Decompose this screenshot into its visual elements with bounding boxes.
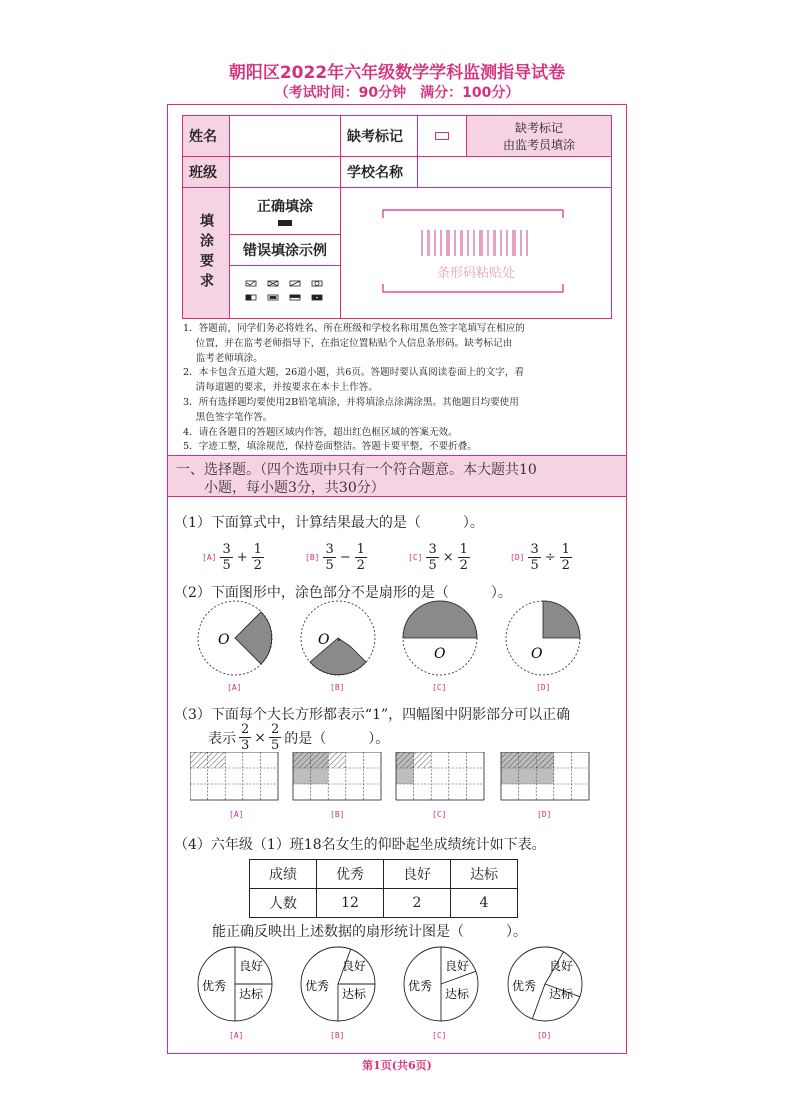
filled-bubble-icon bbox=[278, 220, 292, 226]
instruction-line: 黑色签字笔作答。 bbox=[183, 411, 273, 423]
name-label: 姓名 bbox=[182, 115, 230, 157]
q4-option-c-label[interactable]: [C] bbox=[432, 1031, 447, 1040]
page-footer: 第1页(共6页) bbox=[362, 1059, 432, 1072]
school-label: 学校名称 bbox=[340, 156, 418, 188]
q1-option-c[interactable]: [C] $\frac{3}{5}$ × $\frac{1}{2}$ bbox=[408, 542, 468, 573]
table-header-cell: 达标 bbox=[451, 860, 518, 889]
q4-pie-charts bbox=[190, 946, 590, 1026]
absent-bubble-cell[interactable] bbox=[417, 115, 467, 157]
q4-text: （4）六年级（1）班18名女生的仰卧起坐成绩统计如下表。 bbox=[174, 837, 546, 853]
q2-a-center-label: O bbox=[218, 632, 230, 648]
barcode-label: 条形码粘贴处 bbox=[436, 266, 515, 281]
absent-note-line-2: 由监考员填涂 bbox=[502, 138, 575, 152]
q1-option-b[interactable]: [B] $\frac{3}{5}$ − $\frac{1}{2}$ bbox=[305, 542, 365, 573]
table-row bbox=[250, 860, 518, 889]
table-cell: 12 bbox=[317, 889, 384, 918]
q4-score-table bbox=[249, 859, 518, 918]
absent-bubble[interactable] bbox=[435, 132, 449, 140]
q4-option-b-label[interactable]: [B] bbox=[330, 1031, 345, 1040]
q2-option-a-label[interactable]: [A] bbox=[227, 683, 242, 692]
correct-fill-example bbox=[229, 187, 341, 235]
table-cell: 2 bbox=[384, 889, 451, 918]
wrong-fill-label: 错误填涂示例 bbox=[243, 243, 327, 259]
q2-text: （2）下面图形中，涂色部分不是扇形的是（ ）。 bbox=[174, 585, 512, 601]
section-1-header bbox=[168, 455, 626, 497]
wrong-fill-examples bbox=[229, 265, 341, 319]
q2-b-center-label: O bbox=[318, 632, 330, 648]
table-header-cell: 优秀 bbox=[317, 860, 384, 889]
q4-pie-label: 优秀 bbox=[408, 979, 433, 993]
instruction-line: 1．答题前，同学们务必将姓名、所在班级和学校名称用黑色签字笔填写在相应的 bbox=[183, 323, 525, 334]
q2-option-c-label[interactable]: [C] bbox=[432, 683, 447, 692]
table-header-cell: 良好 bbox=[384, 860, 451, 889]
wrong-fill-icons bbox=[240, 279, 330, 305]
q3-option-d-label[interactable]: [D] bbox=[537, 810, 552, 819]
page-title: 朝阳区2022年六年级数学学科监测指导试卷 bbox=[228, 63, 566, 83]
q2-c-semicircle bbox=[403, 601, 477, 638]
q3-option-b-label[interactable]: [B] bbox=[330, 810, 345, 819]
q3-hatch-shade bbox=[293, 752, 346, 768]
q4-pie-label: 优秀 bbox=[202, 979, 227, 993]
instruction-line: 清每道题的要求，并按要求在本卡上作答。 bbox=[183, 382, 378, 394]
fill-req-label: 填涂要求 bbox=[198, 213, 214, 293]
q2-option-d-label[interactable]: [D] bbox=[536, 683, 551, 692]
q4-pie-label: 良好 bbox=[445, 959, 470, 973]
table-header-cell: 成绩 bbox=[250, 860, 317, 889]
q3-text-line-2: 表示 $\frac{2}{3}$ × $\frac{2}{5}$ 的是（ ）。 bbox=[208, 722, 390, 753]
q4-pie-label: 达标 bbox=[239, 987, 264, 1001]
q2-figures bbox=[190, 600, 590, 680]
instructions bbox=[183, 322, 613, 455]
page-subtitle: （考试时间：90分钟 满分：100分） bbox=[274, 85, 520, 101]
q4-pie-label: 达标 bbox=[445, 987, 470, 1001]
q1-option-d[interactable]: [D] $\frac{3}{5}$ ÷ $\frac{1}{2}$ bbox=[510, 542, 570, 573]
q4-pie-label: 良好 bbox=[549, 959, 574, 973]
section-1-title-line-1: 一、选择题。（四个选项中只有一个符合题意。本大题共10 bbox=[176, 462, 537, 478]
instruction-line: 4．请在各题目的答题区域内作答，超出红色框区域的答案无效。 bbox=[183, 426, 458, 438]
section-1-title-line-2: 小题，每小题3分，共30分） bbox=[176, 480, 385, 496]
table-cell: 人数 bbox=[250, 889, 317, 918]
q3-figures bbox=[190, 752, 590, 804]
q1-option-a[interactable]: [A] $\frac{3}{5}$ + $\frac{1}{2}$ bbox=[202, 542, 262, 573]
q4-pie-label: 良好 bbox=[342, 959, 367, 973]
barcode-area[interactable] bbox=[340, 187, 612, 319]
table-cell: 4 bbox=[451, 889, 518, 918]
q4-pie-label: 达标 bbox=[342, 987, 367, 1001]
barcode-icon bbox=[341, 188, 611, 318]
q2-c-center-label: O bbox=[434, 646, 446, 662]
q3-hatch-shade bbox=[501, 752, 554, 768]
instruction-line: 3．所有选择题均要使用2B铅笔填涂，并将填涂点涂满涂黑。其他题目均要使用 bbox=[183, 396, 519, 408]
class-field[interactable] bbox=[229, 156, 341, 188]
absent-label: 缺考标记 bbox=[340, 115, 418, 157]
instruction-line: 监考老师填涂。 bbox=[183, 352, 263, 364]
q3-text-line-1: （3）下面每个大长方形都表示“1”，四幅图中阴影部分可以正确 bbox=[174, 707, 571, 723]
q2-d-sector bbox=[543, 601, 580, 638]
school-field[interactable] bbox=[417, 156, 612, 188]
instruction-line: 5．字迹工整，填涂规范，保持卷面整洁。答题卡要平整，不要折叠。 bbox=[183, 441, 477, 453]
q4-pie-label: 良好 bbox=[239, 959, 264, 973]
q2-d-center-label: O bbox=[531, 646, 543, 662]
q4-pie-label: 优秀 bbox=[305, 979, 330, 993]
q2-a-sector bbox=[235, 612, 272, 664]
wrong-fill-label-cell bbox=[229, 234, 341, 266]
fill-req-label-cell bbox=[182, 187, 230, 319]
table-row bbox=[250, 889, 518, 918]
q3-option-c-label[interactable]: [C] bbox=[432, 810, 447, 819]
instruction-line: 位置，并在监考老师指导下，在指定位置粘贴个人信息条形码。缺考标记由 bbox=[183, 337, 513, 349]
absent-note bbox=[466, 115, 612, 157]
q4-pie-label: 达标 bbox=[549, 987, 574, 1001]
q4-pie-divider bbox=[441, 971, 476, 984]
q3-option-a-label[interactable]: [A] bbox=[229, 810, 244, 819]
q2-option-b-label[interactable]: [B] bbox=[330, 683, 345, 692]
q1-text: （1）下面算式中，计算结果最大的是（ ）。 bbox=[174, 515, 484, 531]
class-label: 班级 bbox=[182, 156, 230, 188]
instruction-line: 2．本卡包含五道大题，26道小题，共6页。答题时要认真阅读卷面上的文字，看 bbox=[183, 367, 525, 379]
q4-pie-label: 优秀 bbox=[512, 979, 537, 993]
absent-note-line-1: 缺考标记 bbox=[514, 121, 563, 135]
q4-question: 能正确反映出上述数据的扇形统计图是（ ）。 bbox=[212, 924, 527, 940]
correct-fill-label: 正确填涂 bbox=[257, 199, 313, 215]
q4-option-d-label[interactable]: [D] bbox=[537, 1031, 552, 1040]
name-field[interactable] bbox=[229, 115, 341, 157]
q4-option-a-label[interactable]: [A] bbox=[229, 1031, 244, 1040]
